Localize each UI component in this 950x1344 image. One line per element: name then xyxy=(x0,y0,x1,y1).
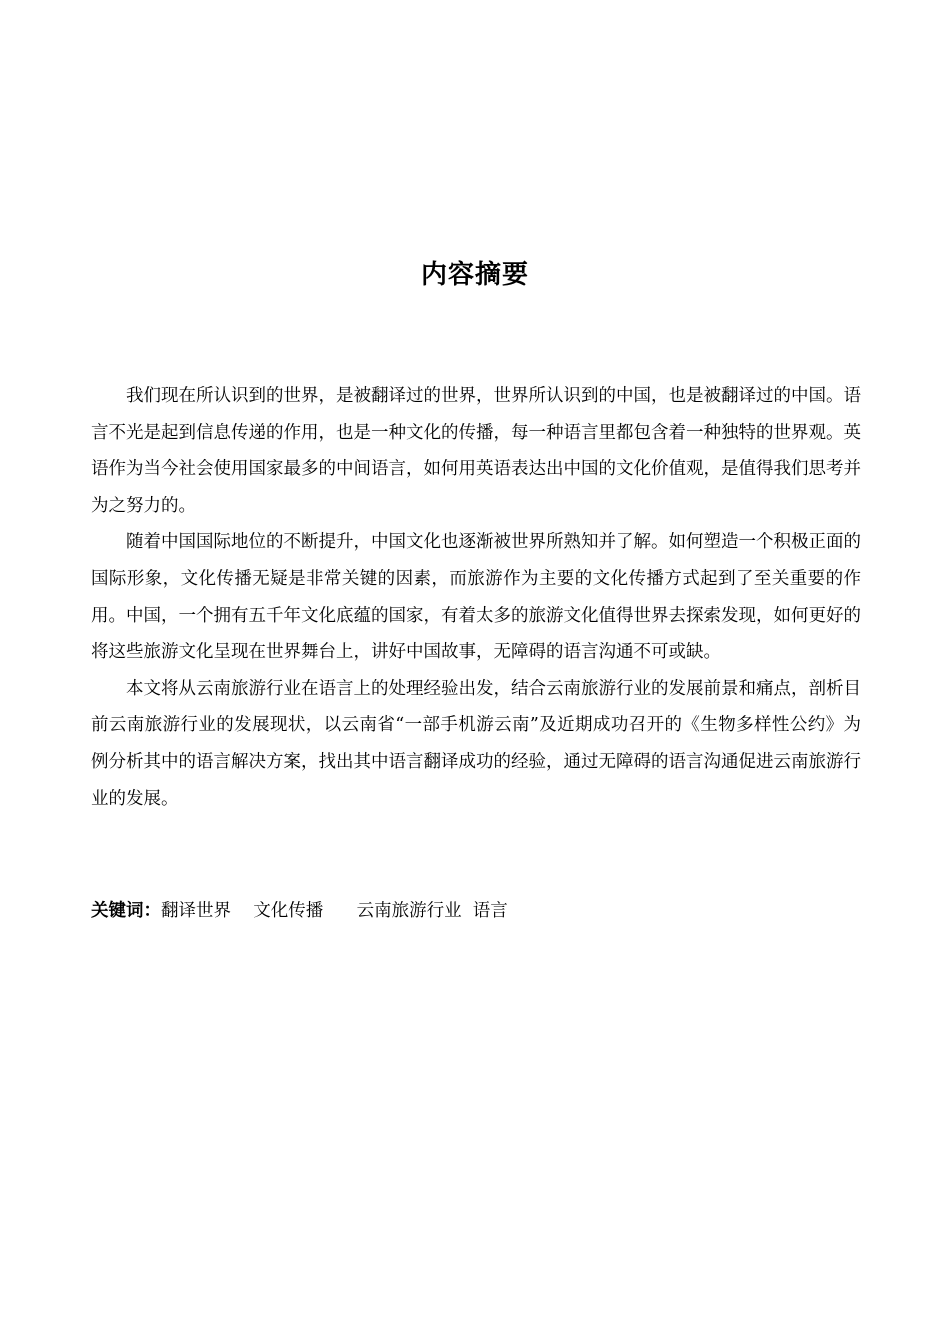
abstract-paragraph-3: 本文将从云南旅游行业在语言上的处理经验出发，结合云南旅游行业的发展前景和痛点，剖析目前云南旅游行业的发展现状，以云南省“一部手机游云南”及近期成功召开的《生物多样性公约》为例分析其中的语言解决方案，找出其中语言翻译成功的经验，通过无障碍的语言沟通促进云南旅游行业的发展。 xyxy=(91,678,861,809)
keywords-label: 关键词： xyxy=(91,901,161,921)
abstract-body xyxy=(91,378,861,817)
abstract-paragraph-2: 随着中国国际地位的不断提升，中国文化也逐渐被世界所熟知并了解。如何塑造一个积极正面的国际形象，文化传播无疑是非常关键的因素，而旅游作为主要的文化传播方式起到了至关重要的作用。中国，一个拥有五千年文化底蕴的国家，有着太多的旅游文化值得世界去探索发现，如何更好的将这些旅游文化呈现在世界舞台上，讲好中国故事，无障碍的语言沟通不可或缺。 xyxy=(91,532,861,663)
keywords-text: 翻译世界 文化传播 云南旅游行业 语言 xyxy=(161,901,508,921)
abstract-paragraph-1: 我们现在所认识到的世界，是被翻译过的世界，世界所认识到的中国，也是被翻译过的中国。语言不光是起到信息传递的作用，也是一种文化的传播，每一种语言里都包含着一种独特的世界观。英语作为当今社会使用国家最多的中间语言，如何用英语表达出中国的文化价值观，是值得我们思考并为之努力的。 xyxy=(91,386,861,516)
keywords-line xyxy=(91,896,861,926)
page-title: 内容摘要 xyxy=(420,260,529,290)
